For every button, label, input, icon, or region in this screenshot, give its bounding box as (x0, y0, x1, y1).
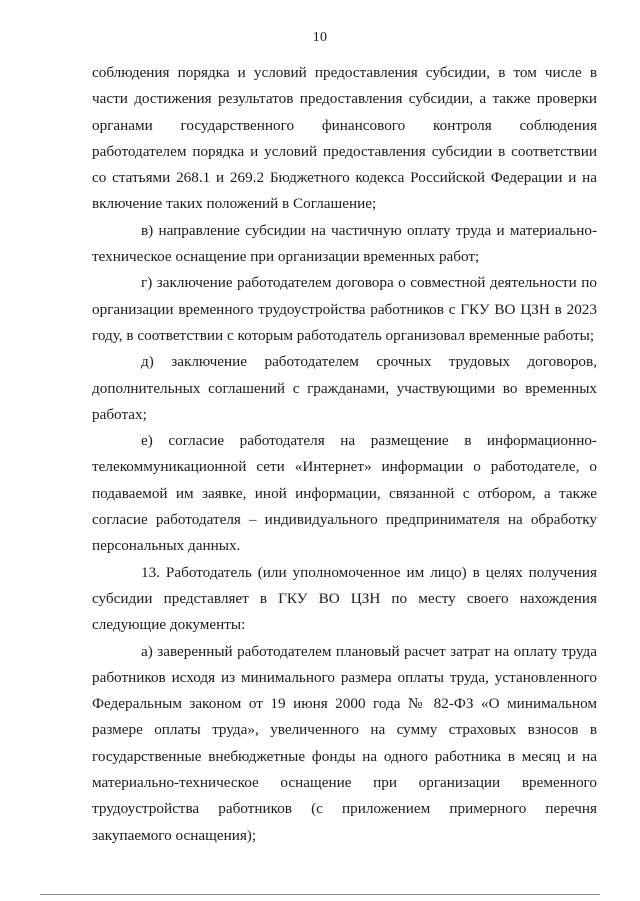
page-number: 10 (312, 30, 328, 45)
paragraph-continuation: соблюдения порядка и условий предоставления субсидии, в том числе в части достижения результатов предоставления субсидии, а также проверки органами государственного финансового контроля соблюдения работодателем порядка и условий предоставления субсидии в соответствии со статьями 268.1 и 269.2 Бюджетного кодекса Российской Федерации и на включение таких положений в Соглашение; (92, 64, 597, 213)
page-bottom-edge (40, 894, 600, 895)
paragraph-item-e: е) согласие работодателя на размещение в информационно-телекоммуникационной сети «Интернет» информации о работодателе, о подаваемой им заявке, иной информации, связанной с отбором, а также согласие работодателя – индивидуального предпринимателя на обработку персональных данных. (92, 432, 597, 555)
paragraph-item-v: в) направление субсидии на частичную оплату труда и материально-техническое оснащение при организации временных работ; (92, 221, 597, 266)
paragraph-item-a: а) заверенный работодателем плановый расчет затрат на оплату труда работников исходя из минимального размера оплаты труда, установленного Федеральным законом от 19 июня 2000 года № 82-ФЗ «О минимальном размере оплаты труда», увеличенного на сумму страховых взносов в государственные внебюджетные фонды на одного работника в месяц и на материально-техническое оснащение при организации временного трудоустройства работников (с приложением примерного перечня закупаемого оснащения); (92, 642, 597, 844)
paragraph-item-d: д) заключение работодателем срочных трудовых договоров, дополнительных соглашений с гражданами, участвующими во временных работах; (92, 353, 597, 423)
paragraph-item-g: г) заключение работодателем договора о совместной деятельности по организации временного трудоустройства работников с ГКУ ВО ЦЗН в 2023 году, в соответствии с которым работодатель организовал временные работы; (92, 274, 597, 344)
paragraph-section-13: 13. Работодатель (или уполномоченное им лицо) в целях получения субсидии представляет в ГКУ ВО ЦЗН по месту своего нахождения следующие документы: (92, 563, 597, 634)
document-body (92, 60, 597, 849)
